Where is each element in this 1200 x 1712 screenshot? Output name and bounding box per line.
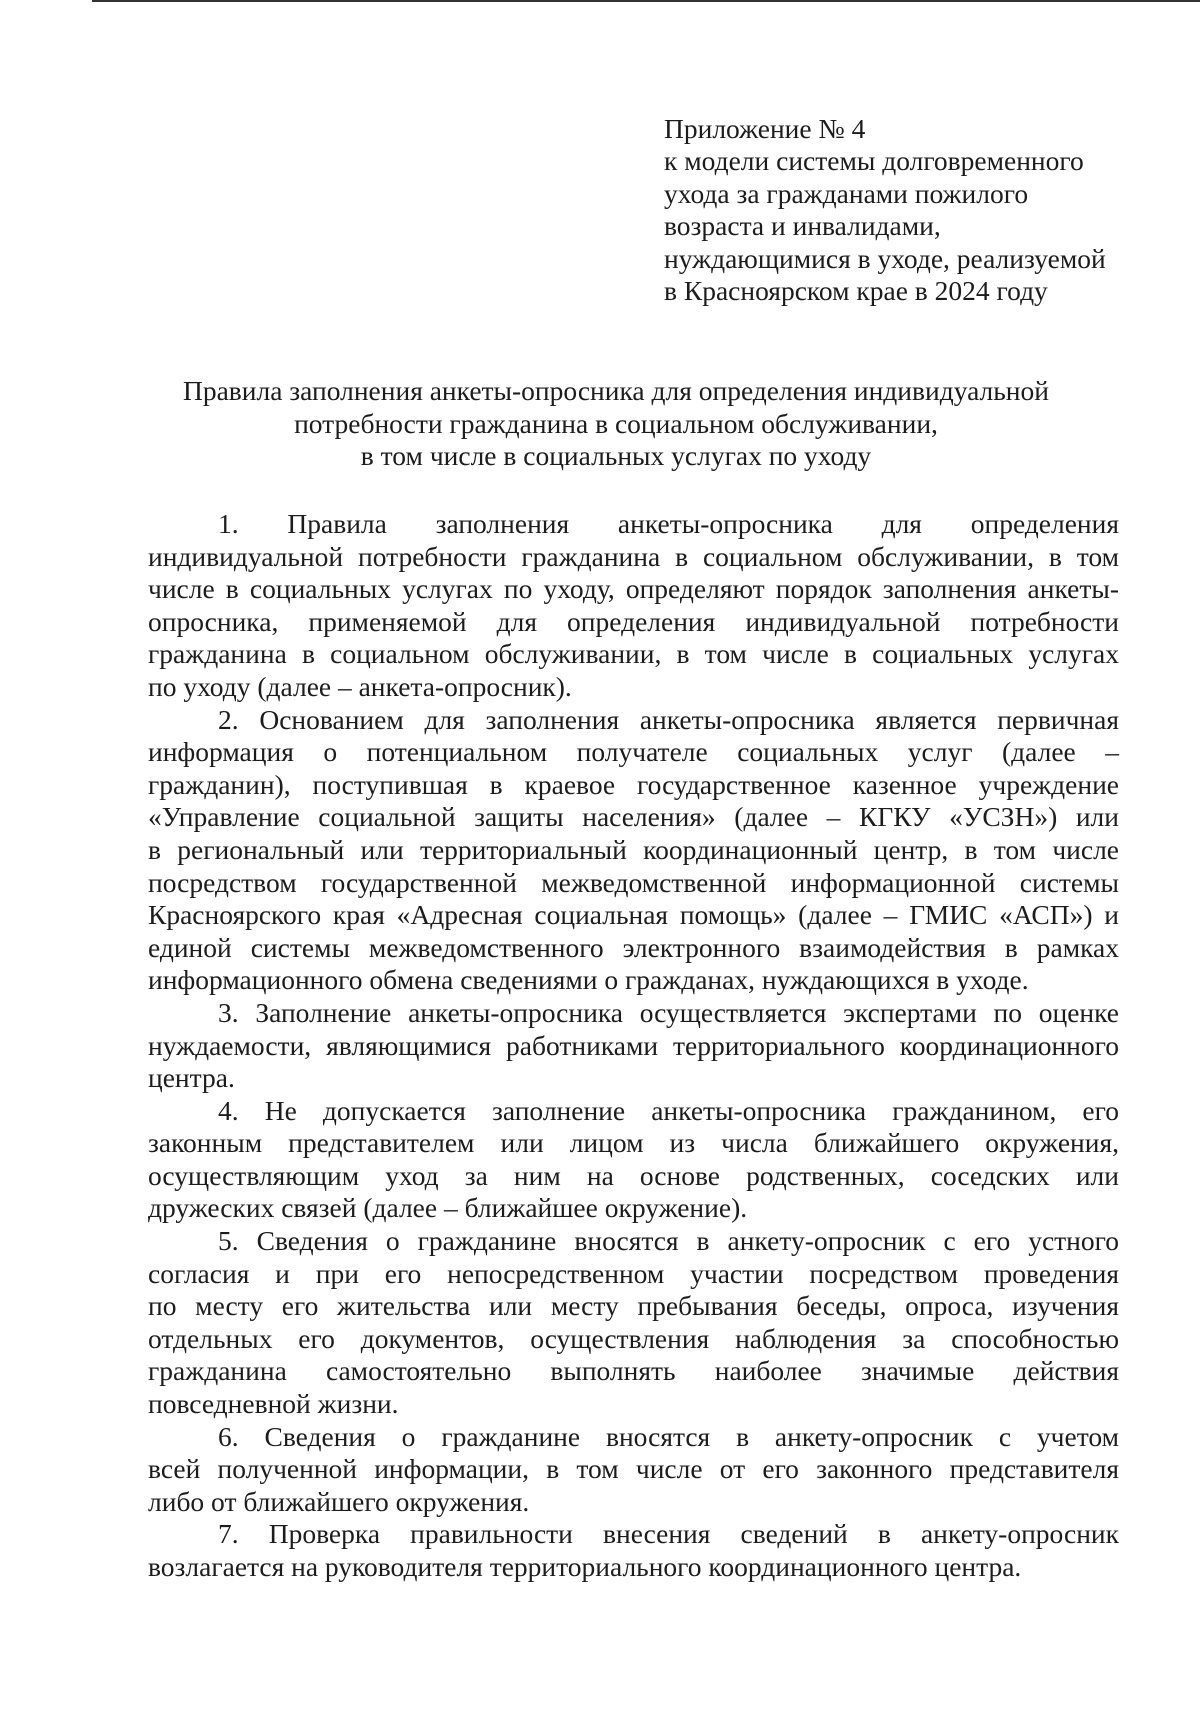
- title-line: в том числе в социальных услугах по уходу: [360, 440, 872, 471]
- text-line: нуждаемости, являющимися работниками территориального координационного: [148, 1029, 1119, 1061]
- annex-line: в Красноярском крае в 2024 году: [664, 275, 1048, 307]
- text-line: 2. Основанием для заполнения анкеты-опросника является первичная: [218, 703, 1119, 735]
- text-line: гражданина в социальном обслуживании, в том числе в социальных услугах: [148, 638, 1119, 670]
- text-line: по уходу (далее – анкета-опросник).: [148, 670, 572, 702]
- text-line: информация о потенциальном получателе социальных услуг (далее –: [148, 736, 1119, 768]
- text-line: индивидуальной потребности гражданина в социальном обслуживании, в том: [148, 540, 1119, 572]
- text-line: возлагается на руководителя территориального координационного центра.: [148, 1551, 1022, 1582]
- text-line: 1. Правила заполнения анкеты-опросника для определения: [218, 508, 1119, 539]
- annex-line: ухода за гражданами пожилого: [664, 177, 1029, 209]
- text-line: 3. Заполнение анкеты-опросника осуществляется экспертами по оценке: [218, 996, 1119, 1028]
- text-line: «Управление социальной защиты населения» (далее – КГКУ «УСЗН») или: [148, 801, 1119, 833]
- text-line: дружеских связей (далее – ближайшее окружение).: [148, 1192, 748, 1224]
- text-line: в региональный или территориальный координационный центр, в том числе: [148, 833, 1119, 865]
- annex-header: [664, 113, 1144, 307]
- top-border-line: [92, 0, 1200, 2]
- text-line: числе в социальных услугах по уходу, определяют порядок заполнения анкеты-: [148, 573, 1119, 605]
- text-line: посредством государственной межведомственной информационной системы: [148, 866, 1119, 898]
- text-line: по месту его жительства или месту пребывания беседы, опроса, изучения: [148, 1290, 1119, 1322]
- text-line: всей полученной информации, в том числе от его законного представителя: [148, 1453, 1119, 1485]
- text-line: гражданина самостоятельно выполнять наиболее значимые действия: [148, 1355, 1119, 1387]
- text-line: гражданин), поступившая в краевое государственное казенное учреждение: [148, 768, 1119, 800]
- paragraph-5: [148, 1225, 1119, 1421]
- text-line: 4. Не допускается заполнение анкеты-опросника гражданином, его: [218, 1094, 1119, 1126]
- text-line: информационного обмена сведениями о гражданах, нуждающихся в уходе.: [148, 964, 1029, 996]
- text-line: повседневной жизни.: [148, 1388, 399, 1420]
- paragraph-6: [148, 1421, 1119, 1519]
- document-title: [150, 375, 1082, 473]
- paragraph-4: [148, 1095, 1119, 1225]
- text-line: 6. Сведения о гражданине вносятся в анкету-опросник с учетом: [218, 1420, 1119, 1452]
- text-line: Красноярского края «Адресная социальная помощь» (далее – ГМИС «АСП») и: [148, 899, 1119, 931]
- text-line: осуществляющим уход за ним на основе родственных, соседских или: [148, 1159, 1119, 1191]
- title-line: потребности гражданина в социальном обслуживании,: [294, 407, 938, 439]
- paragraph-2: [148, 704, 1119, 997]
- paragraph-1: [148, 508, 1119, 704]
- title-line: Правила заполнения анкеты-опросника для определения индивидуальной: [182, 375, 1049, 406]
- annex-line: возраста и инвалидами,: [664, 210, 941, 242]
- text-line: центра.: [148, 1062, 235, 1094]
- text-line: 5. Сведения о гражданине вносятся в анкету-опросник с его устного: [218, 1225, 1119, 1257]
- text-line: согласия и при его непосредственном участии посредством проведения: [148, 1257, 1119, 1289]
- text-line: 7. Проверка правильности внесения сведений в анкету-опросник: [218, 1518, 1119, 1550]
- text-line: отдельных его документов, осуществления наблюдения за способностью: [148, 1322, 1119, 1354]
- text-line: единой системы межведомственного электронного взаимодействия в рамках: [148, 931, 1119, 963]
- annex-line: к модели системы долговременного: [664, 145, 1084, 177]
- document-body: [148, 508, 1119, 1584]
- annex-line: нуждающимися в уходе, реализуемой: [664, 242, 1106, 274]
- text-line: либо от ближайшего окружения.: [148, 1485, 530, 1517]
- paragraph-3: [148, 997, 1119, 1095]
- annex-line: Приложение № 4: [664, 113, 866, 144]
- text-line: законным представителем или лицом из числа ближайшего окружения,: [148, 1127, 1119, 1159]
- text-line: опросника, применяемой для определения индивидуальной потребности: [148, 605, 1119, 637]
- paragraph-7: [148, 1518, 1119, 1583]
